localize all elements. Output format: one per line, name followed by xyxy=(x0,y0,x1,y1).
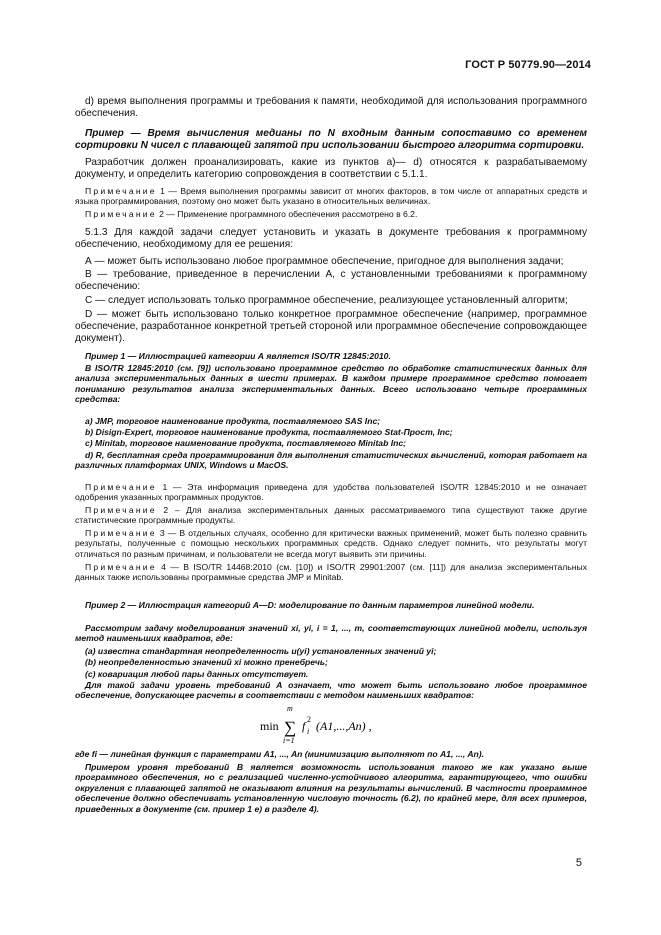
example-2-level-b: Примером уровня требований В является возможность использования такого же как указано выше программного обеспечения, но с реализацией численно-устойчивого алгоритма, гарантирующего, что ошибки округления с плавающей запятой не оказывают влияния на результаты вычислений. В частности программное обеспечение должно обеспечивать установленную числовую точность (6.2), по крайней мере, для всех примеров, приведенных в документе (см. пример 1 е) в разделе 4). xyxy=(75,762,587,814)
note-2 xyxy=(75,209,587,219)
formula-svg xyxy=(256,700,406,744)
note-label: Примечание xyxy=(85,528,157,538)
note-label: Примечание xyxy=(85,209,157,219)
category-c: С — следует использовать только программное обеспечение, реализующее установленный алгоритм; xyxy=(85,295,568,306)
note-1 xyxy=(75,186,587,207)
note-text: 1 — Эта информация приведена для удобства пользователей ISO/TR 12845:2010 и не означает одобрения указанных программных продуктов. xyxy=(75,482,587,503)
example-2-item-b: (b) неопределенностью значений xi можно пренебречь; xyxy=(85,657,328,667)
example-2-item-a: (a) известна стандартная неопределенность u(yi) установленных значений yi; xyxy=(85,646,437,656)
page-number: 5 xyxy=(575,857,582,869)
formula-arguments: (A1,...,An) , xyxy=(316,719,372,733)
example-1-note-3 xyxy=(75,528,587,559)
note-label: Примечание xyxy=(85,482,157,492)
note-label: Примечание xyxy=(85,186,157,196)
paragraph-developer: Разработчик должен проанализировать, какие из пунктов а)— d) относятся к разрабатываемому документу, и определить категорию сопровождения в соответствии с 5.1.1. xyxy=(75,157,587,181)
example-1-note-2 xyxy=(75,505,587,526)
formula-superscript: 2 xyxy=(307,715,311,724)
paragraph-d-item: d) время выполнения программы и требования к памяти, необходимой для использования программного обеспечения. xyxy=(75,96,587,120)
standard-code: ГОСТ Р 50779.90—2014 xyxy=(465,59,591,71)
example-1-item-a: a) JMP, торговое наименование продукта, поставляемого SAS Inc; xyxy=(85,416,381,426)
example-2-task: Рассмотрим задачу моделирования значений xi, yi, i = 1, ..., m, соответствующих линейной модели, используя метод наименьших квадратов, где: xyxy=(75,623,587,644)
example-median: Пример — Время вычисления медианы по N входным данным сопоставимо со временем сортировки N чисел с плавающей запятой при использовании быстрого алгоритма сортировки. xyxy=(75,128,587,152)
formula-min: min xyxy=(260,719,279,733)
example-1-item-c: c) Minitab, торговое наименование продукта, поставляемого Minitab Inc; xyxy=(85,438,407,448)
category-a: А — может быть использовано любое программное обеспечение, пригодное для выполнения задачи; xyxy=(85,256,564,267)
example-1-note-1 xyxy=(75,482,587,503)
note-text: 4 — В ISO/TR 14468:2010 (см. [10]) и ISO/TR 29901:2007 (см. [11]) для анализа экспериментальных данных также использованы программные средства JMP и Minitab. xyxy=(75,562,587,583)
sum-icon: ∑ xyxy=(284,718,297,737)
example-1-item-d: d) R, бесплатная среда программирования для выполнения статистических вычислений, которая работает на различных платформах UNIX, Windows и MacOS. xyxy=(75,450,587,471)
least-squares-formula xyxy=(75,700,587,749)
example-2-requirement: Для такой задачи уровень требований А означает, что может быть использовано любое программное обеспечение, допускающее расчеты в соответствии с методом наименьших квадратов: xyxy=(75,680,587,701)
formula-subscript: i xyxy=(307,727,310,736)
example-1-body: В ISO/TR 12845:2010 (см. [9]) использовано программное средство по обработке статистических данных для анализа экспериментальных данных в шести примерах. В каждом примере программное средство помогает пониманию результатов анализа экспериментальных данных. Всего использовано четыре программных средства: xyxy=(75,363,587,405)
example-1-note-4 xyxy=(75,562,587,583)
note-label: Примечание xyxy=(85,562,157,572)
formula-function: f xyxy=(302,719,306,733)
note-text: 3 — В отдельных случаях, особенно для критически важных применений, может быть полезно сравнить результаты, полученные с помощью нескольких программных средств. Однако следует помнить, что результаты могут отличаться по разным причинам, и пользователи не всегда могут выявить эти причины. xyxy=(75,528,587,559)
note-text: 2 – Для анализа экспериментальных данных рассматриваемого типа существуют также другие статистические программные продукты. xyxy=(75,505,587,526)
note-text: 2 — Применение программного обеспечения рассмотрено в 6.2. xyxy=(159,209,418,219)
category-b: В — требование, приведенное в перечислении А, с установленными требованиями к программному обеспечению: xyxy=(75,269,587,293)
example-2-item-c: (c) ковариация любой пары данных отсутствует. xyxy=(85,669,309,679)
category-d: D — может быть использовано только конкретное программное обеспечение (например, программное обеспечение, разработанное конкретной третьей стороной или программное обеспечение сопровождающее документ). xyxy=(75,309,587,345)
note-label: Примечание xyxy=(85,505,157,515)
note-text: 1 — Время выполнения программы зависит от многих факторов, в том числе от аппаратных средств и языка программирования, поэтому оно может быть указано в относительных величинах. xyxy=(75,186,587,207)
formula-upper-limit: m xyxy=(287,704,293,713)
example-1-title: Пример 1 — Иллюстрацией категории А является ISO/TR 12845:2010. xyxy=(85,351,391,361)
formula-lower-limit: i=1 xyxy=(283,736,295,744)
example-2-title: Пример 2 — Иллюстрация категорий А—D: моделирование по данным параметров линейной модели. xyxy=(85,600,535,610)
example-1-item-b: b) Disign-Expert, торговое наименование продукта, поставляемого Stat-Прост, Inc; xyxy=(85,427,453,437)
formula-where: где fi — линейная функция с параметрами A1, ..., An (минимизацию выполняют по A1, ..., An). xyxy=(75,749,485,759)
clause-5-1-3: 5.1.3 Для каждой задачи следует установить и указать в документе требования к программному обеспечению, необходимому для ее решения: xyxy=(75,227,587,251)
